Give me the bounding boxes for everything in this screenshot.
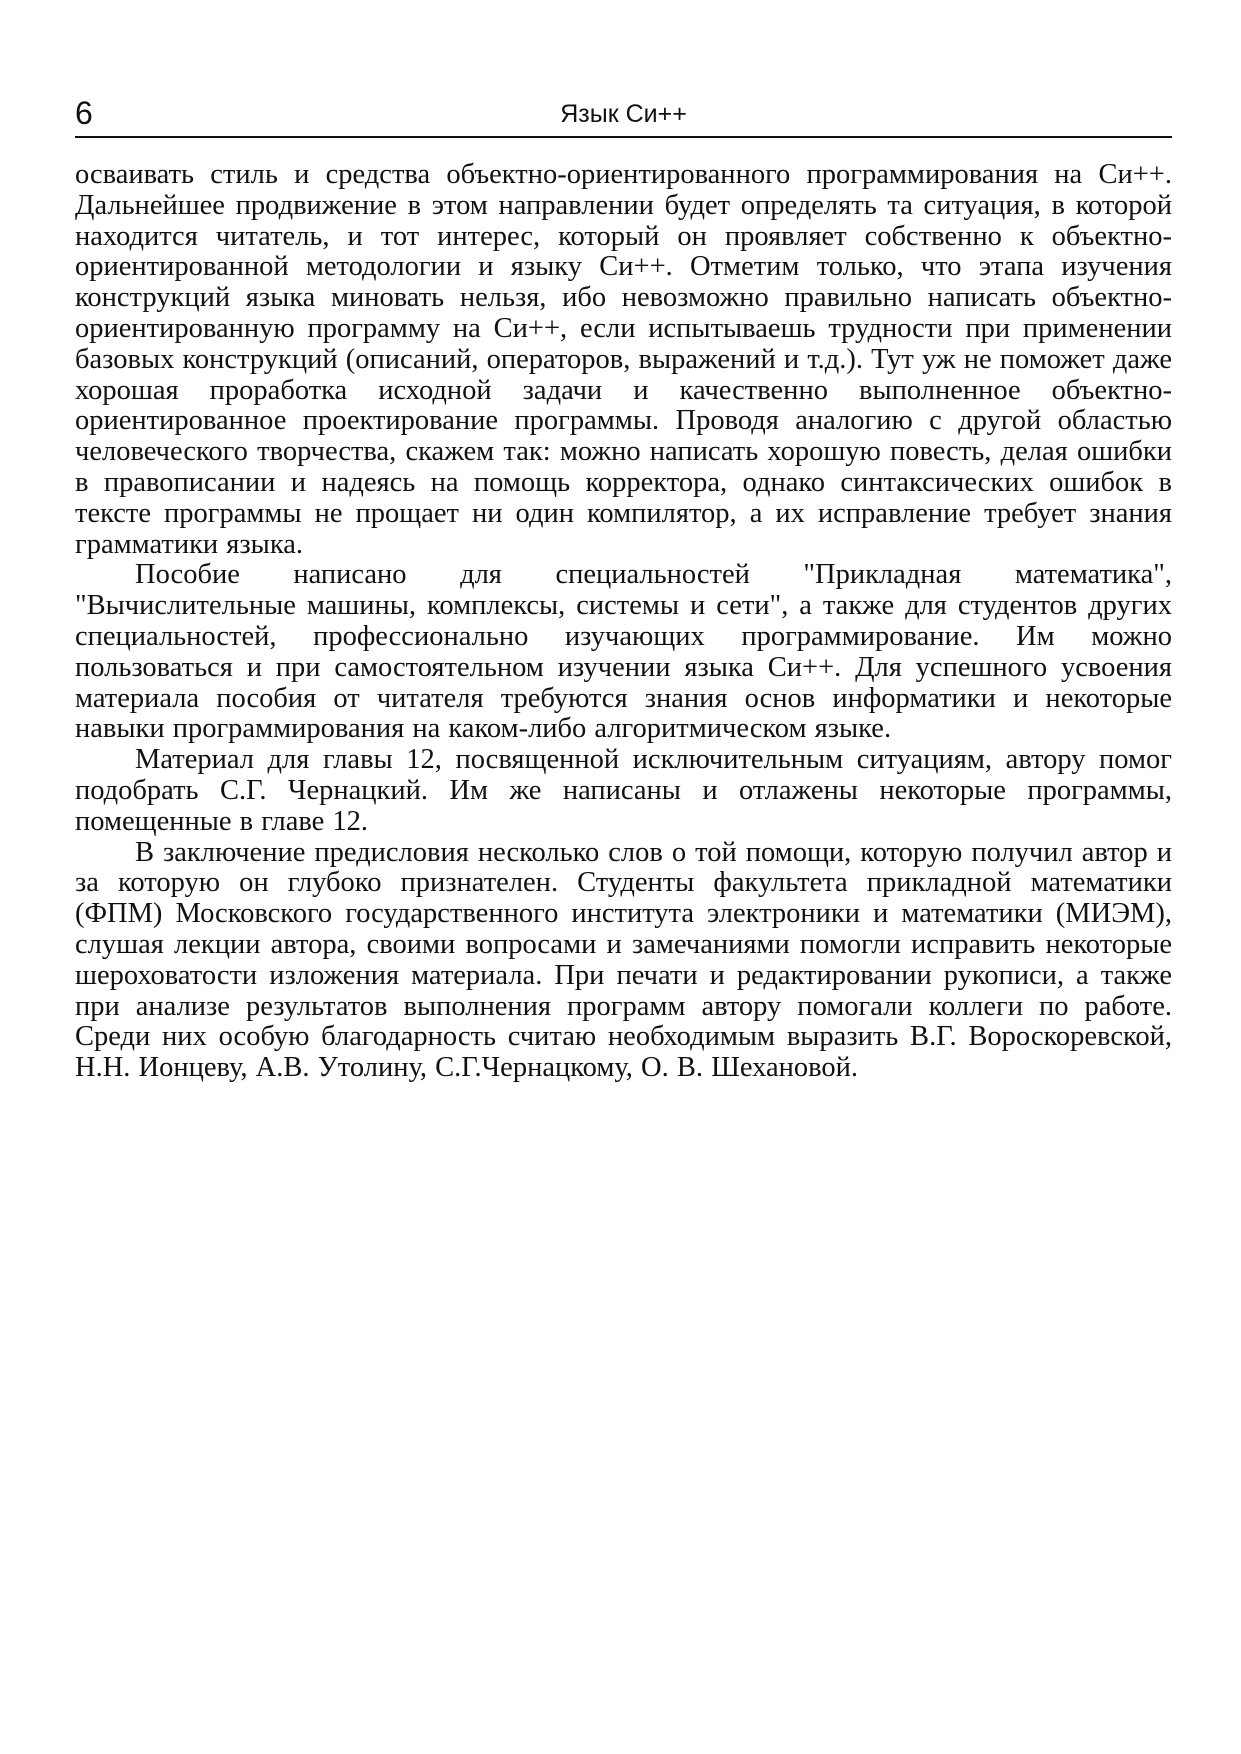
paragraph-acknowledgements: В заключение предисловия несколько слов о той помощи, которую получил автор и за которую он глубоко признателен. Студенты факультета прикладной математики (ФПМ) Московского государственного института электроники и математики (МИЭМ), слушая лекции автора, своими вопросами и замечаниями помогли исправить некоторые шероховатости изложения материала. При печати и редактировании рукописи, а также при анализе результатов выполнения программ автору помогали коллеги по работе. Среди них особую благодарность считаю необходимым выразить В.Г. Вороскоревской, Н.Н. Ионцеву, А.В. Утолину, С.Г.Чернацкому, О. В. Шехановой. — [75, 836, 1172, 1084]
paragraph-continuation: осваивать стиль и средства объектно-ориентированного программирования на Си++. Дальнейшее продвижение в этом направлении будет определять та ситуация, в которой находится читатель, и тот интерес, который он проявляет собственно к объектно-ориентированной методологии и языку Си++. Отметим только, что этапа изучения конструкций языка миновать нельзя, ибо невозможно правильно написать объектно-ориентированную программу на Си++, если испытываешь трудности при применении базовых конструкций (описаний, операторов, выражений и т.д.). Тут уж не поможет даже хорошая проработка исходной задачи и качественно выполненное объектно-ориентированное проектирование программы. Проводя аналогию с другой областью человеческого творчества, скажем так: можно написать хорошую повесть, делая ошибки в правописании и надеясь на помощь корректора, однако синтаксических ошибок в тексте программы не прощает ни один компилятор, а их исправление требует знания грамматики языка. — [75, 159, 1172, 560]
page-number: 6 — [75, 95, 93, 131]
body-text — [75, 160, 1172, 1084]
page-header — [75, 93, 1172, 137]
paragraph-audience: Пособие написано для специальностей "Прикладная математика", "Вычислительные машины, комплексы, системы и сети", а также для студентов других специальностей, профессионально изучающих программирование. Им можно пользоваться и при самостоятельном изучении языка Си++. Для успешного усвоения материала пособия от читателя требуются знания основ информатики и некоторые навыки программирования на каком-либо алгоритмическом языке. — [75, 559, 1172, 745]
paragraph-chapter-12: Материал для главы 12, посвященной исключительным ситуациям, автору помог подобрать С.Г. Чернацкий. Им же написаны и отлажены некоторые программы, помещенные в главе 12. — [75, 744, 1172, 837]
header-rule — [75, 136, 1172, 138]
running-title: Язык Си++ — [560, 100, 687, 128]
